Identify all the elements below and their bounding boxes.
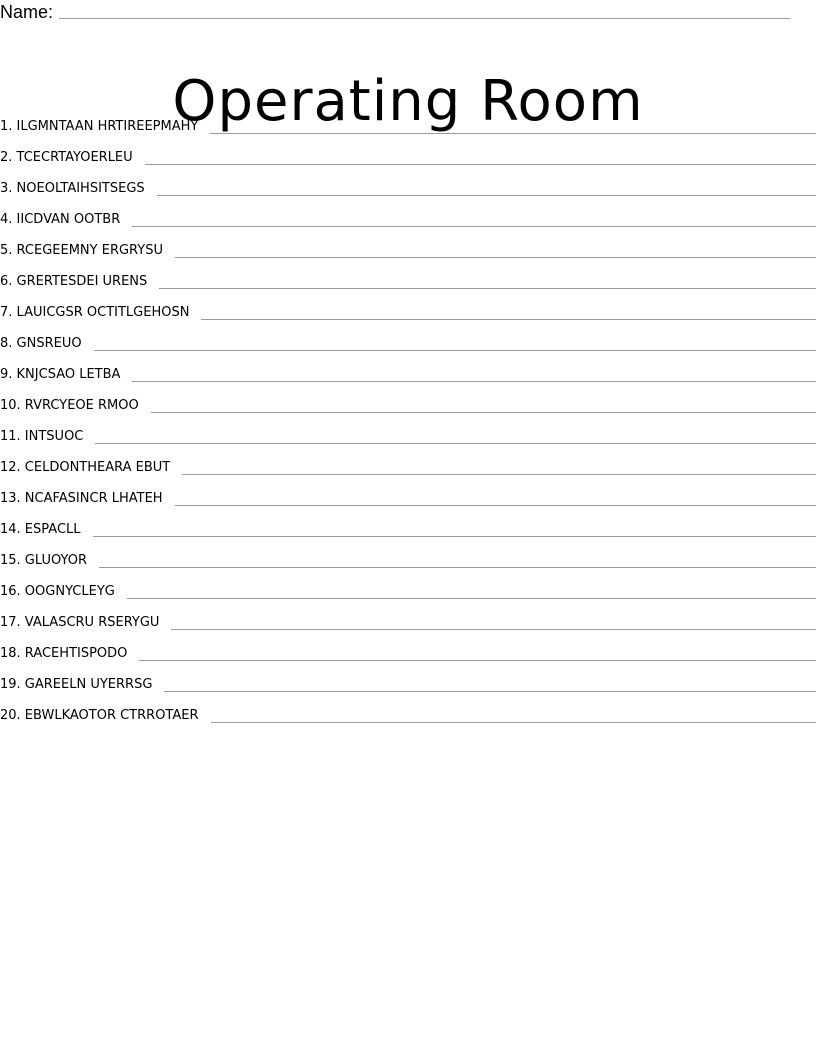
answer-line[interactable] xyxy=(132,381,816,382)
scramble-item xyxy=(0,542,816,573)
scrambled-word: 14. ESPACLL xyxy=(0,522,81,537)
answer-line[interactable] xyxy=(164,691,816,692)
answer-line[interactable] xyxy=(132,226,816,227)
answer-line[interactable] xyxy=(175,257,816,258)
answer-line[interactable] xyxy=(94,350,816,351)
answer-line[interactable] xyxy=(127,598,816,599)
scrambled-word: 3. NOEOLTAIHSITSEGS xyxy=(0,181,145,196)
scramble-item xyxy=(0,325,816,356)
scrambled-word: 18. RACEHTISPODO xyxy=(0,646,128,661)
scramble-item xyxy=(0,573,816,604)
scramble-item xyxy=(0,697,816,728)
answer-line[interactable] xyxy=(145,164,816,165)
scramble-item xyxy=(0,666,816,697)
scramble-item xyxy=(0,480,816,511)
scramble-item xyxy=(0,232,816,263)
scrambled-word: 10. RVRCYEOE RMOO xyxy=(0,398,139,413)
scrambled-word: 17. VALASCRU RSERYGU xyxy=(0,615,160,630)
answer-line[interactable] xyxy=(182,474,816,475)
scrambled-word: 16. OOGNYCLEYG xyxy=(0,584,115,599)
answer-line[interactable] xyxy=(139,660,816,661)
answer-line[interactable] xyxy=(159,288,816,289)
scrambled-word: 11. INTSUOC xyxy=(0,429,84,444)
scrambled-word: 19. GAREELN UYERRSG xyxy=(0,677,153,692)
scrambled-word: 8. GNSREUO xyxy=(0,336,82,351)
scrambled-word: 6. GRERTESDEI URENS xyxy=(0,274,148,289)
scramble-item xyxy=(0,449,816,480)
answer-line[interactable] xyxy=(211,722,816,723)
scramble-item xyxy=(0,170,816,201)
scramble-list xyxy=(0,108,816,728)
scramble-item xyxy=(0,108,816,139)
name-label: Name: xyxy=(0,2,54,22)
answer-line[interactable] xyxy=(99,567,816,568)
scrambled-word: 4. IICDVAN OOTBR xyxy=(0,212,121,227)
answer-line[interactable] xyxy=(93,536,816,537)
scramble-item xyxy=(0,418,816,449)
scrambled-word: 9. KNJCSAO LETBA xyxy=(0,367,121,382)
answer-line[interactable] xyxy=(201,319,816,320)
answer-line[interactable] xyxy=(157,195,816,196)
scramble-item xyxy=(0,511,816,542)
scrambled-word: 12. CELDONTHEARA EBUT xyxy=(0,460,171,475)
worksheet-title: Operating Room xyxy=(172,68,644,134)
scrambled-word: 20. EBWLKAOTOR CTRROTAER xyxy=(0,708,199,723)
scramble-item xyxy=(0,139,816,170)
scrambled-word: 13. NCAFASINCR LHATEH xyxy=(0,491,163,506)
scramble-item xyxy=(0,387,816,418)
answer-line[interactable] xyxy=(171,629,816,630)
answer-line[interactable] xyxy=(210,133,816,134)
scrambled-word: 2. TCECRTAYOERLEU xyxy=(0,150,133,165)
scramble-item xyxy=(0,604,816,635)
scramble-item xyxy=(0,201,816,232)
answer-line[interactable] xyxy=(175,505,816,506)
scramble-item xyxy=(0,356,816,387)
scrambled-word: 7. LAUICGSR OCTITLGEHOSN xyxy=(0,305,190,320)
scramble-item xyxy=(0,294,816,325)
scramble-item xyxy=(0,635,816,666)
scrambled-word: 5. RCEGEEMNY ERGRYSU xyxy=(0,243,163,258)
scrambled-word: 15. GLUOYOR xyxy=(0,553,88,568)
scrambled-word: 1. ILGMNTAAN HRTIREEPMAHY xyxy=(0,119,199,134)
answer-line[interactable] xyxy=(151,412,816,413)
scramble-item xyxy=(0,263,816,294)
answer-line[interactable] xyxy=(95,443,816,444)
name-row xyxy=(0,0,790,22)
name-answer-line[interactable] xyxy=(59,18,790,19)
